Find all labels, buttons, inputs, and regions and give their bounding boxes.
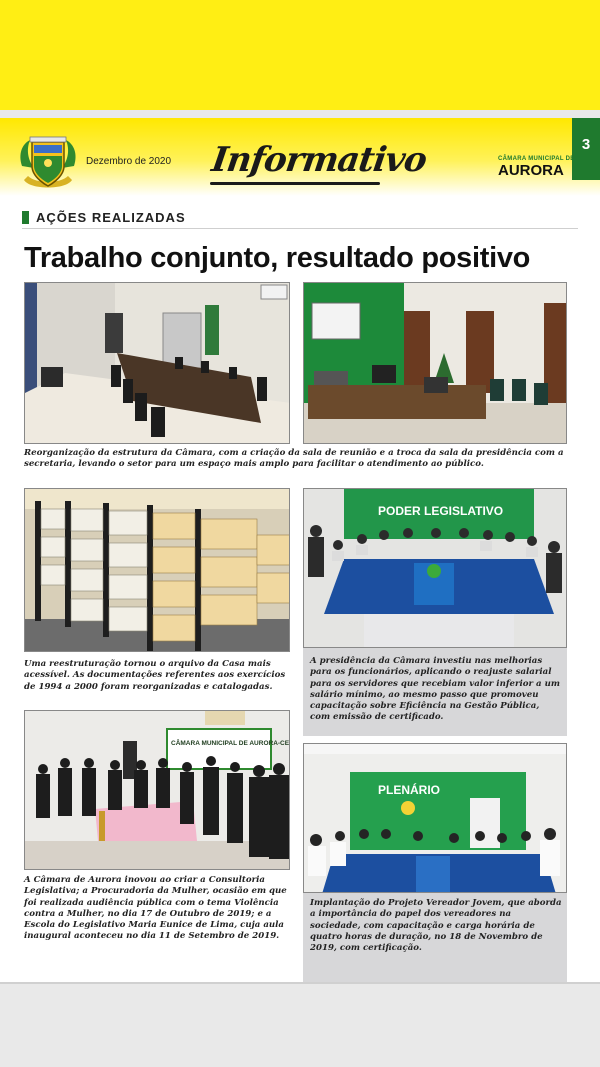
consultancy-caption: A Câmara de Aurora inovou ao criar a Consultoria Legislativa; a Procuradoria da Mulher, ocasião em que foi realizada audiência pública com o tema Violência contra a Mulher, no dia 17 de Outubro de 2019; e a Escola do Legislativo Maria Eunice de Lima, cuja aula inaugural aconteceu no dia 11 de Setembro de 2019. [24, 875, 287, 942]
archive-shelves-photo [24, 488, 290, 652]
reorganization-caption: Reorganização da estrutura da Câmara, com a criação da sala de reunião e a troca da sala da presidência com a secretaria, levando o setor para um espaço mais amplo para facilitar o atendimento ao público. [24, 448, 564, 470]
young-councilor-photo [303, 743, 567, 893]
inauguration-banner-text: CÂMARA MUNICIPAL DE AURORA-CE [171, 740, 290, 747]
section-divider [22, 228, 578, 229]
article-title: Trabalho conjunto, resultado positivo [24, 242, 531, 274]
inauguration-photo [24, 710, 290, 870]
top-yellow-band [0, 0, 600, 110]
archive-caption: Uma reestruturação tornou o arquivo da Casa mais acessível. As documentações referentes aos exercícios de 1994 a 2000 foram reorganizadas e catalogadas. [24, 659, 286, 692]
section-label: AÇÕES REALIZADAS [36, 210, 186, 225]
page-number-tab: 3 [572, 118, 600, 180]
plenary-sign: PLENÁRIO [378, 783, 441, 797]
org-name-big: AURORA [498, 162, 564, 179]
meeting-room-photo [24, 282, 290, 444]
plenary-wall-sign: PODER LEGISLATIVO [378, 504, 504, 518]
masthead-title: Informativo [209, 140, 429, 180]
issue-date: Dezembro de 2020 [86, 156, 172, 167]
section-heading [22, 210, 186, 225]
newsletter-page [0, 118, 600, 982]
page-bottom-divider [0, 982, 600, 984]
municipal-crest-icon [16, 136, 80, 192]
section-marker [22, 211, 29, 224]
presidency-office-photo [303, 282, 567, 444]
org-name-small: CÂMARA MUNICIPAL DE [498, 156, 575, 162]
presidency-caption: A presidência da Câmara investiu nas melhorias para os funcionários, aplicando o reajuste salarial para os servidores que recebiam valor inferior a um salário mínimo, ao mesmo passo que promoveu capacitação sobre Eficiência na Gestão Pública, com emissão de certificado. [310, 656, 560, 723]
young-councilor-caption: Implantação do Projeto Vereador Jovem, que aborda a importância do papel dos vereadores na sociedade, com capacitação e carga horária de quatro horas de duração, no 18 de Novembro de 2019, com certificação. [310, 898, 562, 954]
plenary-staff-photo [303, 488, 567, 648]
masthead-underline [210, 182, 380, 185]
